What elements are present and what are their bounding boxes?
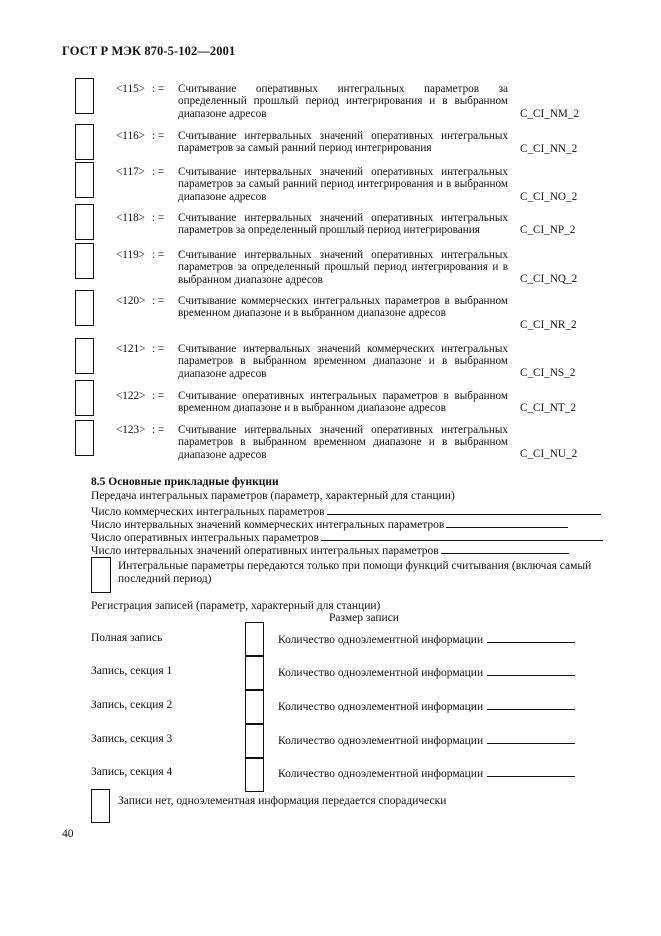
item-assign: : = xyxy=(152,249,165,261)
item-description: Считывание коммерческих интегральных параметров в выбранном временном диапазоне и в выбранном диапазоне адресов xyxy=(178,295,508,320)
record-info-label: Количество одноэлементной информации xyxy=(278,768,484,780)
item-assign: : = xyxy=(152,424,165,436)
item-description: Считывание интервальных значений оперативных интегральных параметров за самый ранний период интегрирования xyxy=(178,130,508,155)
checkbox-item-118[interactable] xyxy=(75,204,94,240)
record-info-label: Количество одноэлементной информации xyxy=(278,634,484,646)
fill-in-line[interactable] xyxy=(446,517,568,528)
item-code: <117> xyxy=(116,166,145,178)
item-description: Считывание оперативных интегральных параметров в выбранном временном диапазоне и в выбранном диапазоне адресов xyxy=(178,390,508,415)
checkbox-item-121[interactable] xyxy=(75,338,94,374)
item-identifier: C_CI_NS_2 xyxy=(520,367,576,379)
field-operative-interval-count xyxy=(91,543,569,558)
record-info-label: Количество одноэлементной информации xyxy=(278,667,484,679)
item-assign: : = xyxy=(152,83,165,95)
fill-in-line[interactable] xyxy=(487,632,575,643)
item-identifier: C_CI_NP_2 xyxy=(520,224,576,236)
record-info-count xyxy=(278,766,575,780)
record-size-header: Размер записи xyxy=(329,612,399,624)
item-assign: : = xyxy=(152,390,165,402)
record-info-count xyxy=(278,632,575,646)
record-label: Запись, секция 4 xyxy=(91,766,173,778)
record-label: Запись, секция 3 xyxy=(91,733,173,745)
checkbox-item-120[interactable] xyxy=(75,290,94,326)
field-label: Число интервальных значений коммерческих интегральных параметров xyxy=(91,519,445,531)
checkbox-record-section-2[interactable] xyxy=(245,690,264,724)
fill-in-line[interactable] xyxy=(487,699,575,710)
checkbox-item-117[interactable] xyxy=(75,162,94,198)
checkbox-record-section-1[interactable] xyxy=(245,656,264,690)
item-code: <119> xyxy=(116,249,145,261)
page-header: ГОСТ Р МЭК 870-5-102—2001 xyxy=(62,44,236,58)
field-label: Число оперативных интегральных параметров xyxy=(91,532,319,544)
item-identifier: C_CI_NO_2 xyxy=(520,191,578,203)
item-identifier: C_CI_NN_2 xyxy=(520,143,578,155)
record-info-label: Количество одноэлементной информации xyxy=(278,701,484,713)
item-code: <122> xyxy=(116,390,146,402)
page-number: 40 xyxy=(62,828,74,840)
record-info-count xyxy=(278,665,575,679)
item-identifier: C_CI_NT_2 xyxy=(520,402,576,414)
item-code: <121> xyxy=(116,343,146,355)
item-assign: : = xyxy=(152,343,165,355)
field-label: Число коммерческих интегральных параметров xyxy=(91,506,325,518)
fill-in-line[interactable] xyxy=(487,733,575,744)
checkbox-item-116[interactable] xyxy=(75,124,94,160)
item-description: Считывание интервальных значений оперативных интегральных параметров за определенный прошлый период интегрирования и в выбранном диапазоне адресов xyxy=(178,249,508,286)
item-code: <115> xyxy=(116,83,145,95)
checkbox-read-only-transmission[interactable] xyxy=(91,557,111,593)
fill-in-line[interactable] xyxy=(321,530,603,541)
item-code: <123> xyxy=(116,424,146,436)
item-identifier: C_CI_NR_2 xyxy=(520,319,577,331)
item-description: Считывание интервальных значений оперативных интегральных параметров за самый ранний период интегрирования и в выбранном диапазоне адресов xyxy=(178,166,508,203)
item-code: <116> xyxy=(116,130,145,142)
transmission-note: Интегральные параметры передаются только при помощи функций считывания (включая самый последний период) xyxy=(118,560,592,585)
record-label: Запись, секция 1 xyxy=(91,665,173,677)
checkbox-item-122[interactable] xyxy=(75,380,94,416)
checkbox-item-123[interactable] xyxy=(75,420,94,456)
item-description: Считывание оперативных интегральных параметров за определенный прошлый период интегрирования и в выбранном диапазоне адресов xyxy=(178,83,508,120)
fill-in-line[interactable] xyxy=(487,665,575,676)
record-label: Запись, секция 2 xyxy=(91,699,173,711)
item-identifier: C_CI_NU_2 xyxy=(520,448,578,460)
item-code: <118> xyxy=(116,212,145,224)
recording-title: Регистрация записей (параметр, характерный для станции) xyxy=(91,600,381,612)
item-assign: : = xyxy=(152,130,165,142)
checkbox-record-full[interactable] xyxy=(245,622,264,656)
no-records-note: Записи нет, одноэлементная информация передается спорадически xyxy=(118,795,447,807)
item-identifier: C_CI_NM_2 xyxy=(520,108,580,120)
record-label: Полная запись xyxy=(91,632,163,644)
field-label: Число интервальных значений оперативных интегральных параметров xyxy=(91,545,439,557)
fill-in-line[interactable] xyxy=(441,543,569,554)
checkbox-record-section-4[interactable] xyxy=(245,758,264,792)
item-assign: : = xyxy=(152,295,165,307)
item-description: Считывание интервальных значений оперативных интегральных параметров в выбранном временном диапазоне и в выбранном диапазоне адресов xyxy=(178,424,508,461)
checkbox-item-115[interactable] xyxy=(75,78,94,114)
item-description: Считывание интервальных значений оперативных интегральных параметров за определенный прошлый период интегрирования xyxy=(178,212,508,237)
fill-in-line[interactable] xyxy=(327,504,601,515)
section-title: 8.5 Основные прикладные функции xyxy=(91,476,279,488)
item-assign: : = xyxy=(152,166,165,178)
checkbox-record-section-3[interactable] xyxy=(245,724,264,758)
item-description: Считывание интервальных значений коммерческих интегральных параметров в выбранном временном диапазоне и в выбранном диапазоне адресов xyxy=(178,343,508,380)
record-info-label: Количество одноэлементной информации xyxy=(278,735,484,747)
record-info-count xyxy=(278,733,575,747)
fill-in-line[interactable] xyxy=(487,766,575,777)
transmission-title: Передача интегральных параметров (параметр, характерный для станции) xyxy=(91,490,455,502)
checkbox-item-119[interactable] xyxy=(75,243,94,279)
item-identifier: C_CI_NQ_2 xyxy=(520,273,578,285)
item-assign: : = xyxy=(152,212,165,224)
checkbox-no-records[interactable] xyxy=(91,789,110,823)
record-info-count xyxy=(278,699,575,713)
item-code: <120> xyxy=(116,295,146,307)
